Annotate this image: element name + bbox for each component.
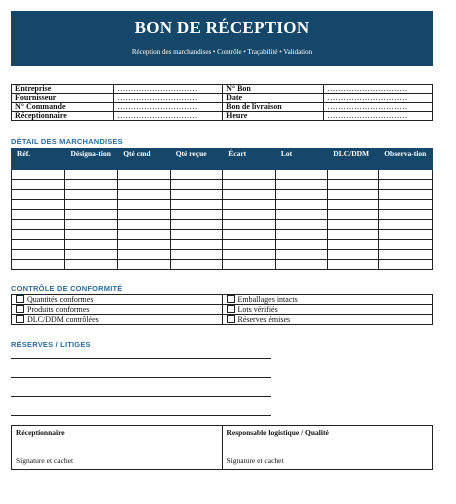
signature-title: Responsable logistique / Qualité: [226, 428, 329, 437]
conformity-item[interactable]: [12, 315, 223, 325]
reserves-section-title: RÉSERVES / LITIGES: [11, 340, 91, 349]
table-cell[interactable]: [65, 250, 118, 260]
info-field[interactable]: …………………………: [114, 85, 223, 94]
conformity-item[interactable]: [222, 295, 433, 305]
table-cell[interactable]: [118, 220, 170, 230]
table-cell[interactable]: [12, 170, 65, 180]
goods-column-header: Qté reçue: [170, 149, 223, 170]
signature-caption: Signature et cachet: [226, 456, 284, 465]
table-row: [12, 170, 433, 180]
signature-row: [12, 426, 433, 470]
table-cell[interactable]: [65, 180, 118, 190]
table-cell[interactable]: [275, 220, 327, 230]
table-cell[interactable]: [328, 230, 379, 240]
table-cell[interactable]: [170, 200, 223, 210]
conformity-row: [12, 305, 433, 315]
table-row: [12, 200, 433, 210]
conformity-table: [11, 294, 433, 325]
table-cell[interactable]: [223, 220, 276, 230]
table-cell[interactable]: [275, 210, 327, 220]
table-cell[interactable]: [379, 220, 433, 230]
conformity-label: Produits conformes: [27, 305, 90, 314]
conformity-label: Emballages intacts: [237, 295, 298, 304]
info-table: [11, 84, 433, 121]
table-cell[interactable]: [328, 220, 379, 230]
conformity-section-title: CONTRÔLE DE CONFORMITÉ: [11, 284, 123, 293]
conformity-item[interactable]: [222, 315, 433, 325]
table-cell[interactable]: [275, 250, 327, 260]
goods-column-header: Lot: [275, 149, 327, 170]
table-cell[interactable]: [275, 260, 327, 270]
table-cell[interactable]: [65, 260, 118, 270]
table-cell[interactable]: [65, 240, 118, 250]
info-label: Heure: [223, 112, 324, 121]
goods-column-header: Désigna-tion: [65, 149, 118, 170]
table-cell[interactable]: [223, 260, 276, 270]
table-cell[interactable]: [65, 220, 118, 230]
goods-column-header: Observa-tion: [379, 149, 433, 170]
table-cell[interactable]: [118, 180, 170, 190]
table-cell[interactable]: [223, 190, 276, 200]
info-row: [12, 112, 433, 121]
document-subtitle: Réception des marchandises • Contrôle • Traçabilité • Validation: [131, 48, 313, 56]
table-cell[interactable]: [118, 260, 170, 270]
table-cell[interactable]: [328, 170, 379, 180]
info-field[interactable]: …………………………: [324, 103, 433, 112]
table-cell[interactable]: [379, 170, 433, 180]
table-cell[interactable]: [223, 230, 276, 240]
table-cell[interactable]: [223, 240, 276, 250]
table-cell[interactable]: [379, 200, 433, 210]
goods-column-header: Écart: [223, 149, 276, 170]
table-cell[interactable]: [328, 210, 379, 220]
table-cell[interactable]: [328, 190, 379, 200]
goods-table: [11, 148, 433, 270]
table-cell[interactable]: [379, 190, 433, 200]
signature-table: [11, 425, 433, 470]
table-cell[interactable]: [65, 190, 118, 200]
table-cell[interactable]: [223, 250, 276, 260]
reserves-writing-line[interactable]: [11, 415, 271, 416]
table-cell[interactable]: [328, 250, 379, 260]
table-cell[interactable]: [223, 200, 276, 210]
table-cell[interactable]: [328, 200, 379, 210]
table-cell[interactable]: [275, 230, 327, 240]
table-cell[interactable]: [170, 190, 223, 200]
table-cell[interactable]: [65, 230, 118, 240]
reserves-writing-line[interactable]: [11, 396, 271, 397]
table-cell[interactable]: [12, 210, 65, 220]
info-field[interactable]: …………………………: [324, 85, 433, 94]
table-cell[interactable]: [65, 200, 118, 210]
checkbox[interactable]: [227, 305, 235, 313]
table-cell[interactable]: [170, 260, 223, 270]
table-cell[interactable]: [328, 240, 379, 250]
goods-table-body: [12, 170, 433, 270]
conformity-label: Quantités conformes: [27, 295, 94, 304]
info-label: Réceptionnaire: [12, 112, 114, 121]
signature-box-manager[interactable]: [222, 426, 433, 470]
checkbox[interactable]: [16, 315, 24, 323]
reserves-writing-line[interactable]: [11, 377, 271, 378]
table-cell[interactable]: [275, 240, 327, 250]
table-cell[interactable]: [223, 170, 276, 180]
table-row: [12, 190, 433, 200]
table-cell[interactable]: [118, 200, 170, 210]
conformity-row: [12, 315, 433, 325]
table-cell[interactable]: [65, 170, 118, 180]
table-cell[interactable]: [223, 180, 276, 190]
table-row: [12, 230, 433, 240]
table-cell[interactable]: [170, 240, 223, 250]
info-field[interactable]: …………………………: [324, 94, 433, 103]
table-cell[interactable]: [170, 170, 223, 180]
table-row: [12, 220, 433, 230]
table-cell[interactable]: [170, 220, 223, 230]
document-title: BON DE RÉCEPTION: [134, 18, 310, 37]
table-cell[interactable]: [275, 200, 327, 210]
info-field[interactable]: …………………………: [114, 103, 223, 112]
signature-caption: Signature et cachet: [16, 456, 74, 465]
info-label: Date: [223, 94, 324, 103]
table-cell[interactable]: [379, 250, 433, 260]
table-cell[interactable]: [275, 180, 327, 190]
table-row: [12, 250, 433, 260]
signature-title: Réceptionnaire: [16, 428, 65, 437]
checkbox[interactable]: [227, 315, 235, 323]
info-label: Bon de livraison: [223, 103, 324, 112]
table-row: [12, 260, 433, 270]
checkbox[interactable]: [227, 295, 235, 303]
table-cell[interactable]: [12, 200, 65, 210]
table-cell[interactable]: [12, 250, 65, 260]
table-cell[interactable]: [118, 170, 170, 180]
goods-header-row: [12, 149, 433, 170]
conformity-label: Réserves émises: [237, 315, 291, 324]
conformity-item[interactable]: [12, 305, 223, 315]
conformity-item[interactable]: [222, 305, 433, 315]
table-cell[interactable]: [12, 180, 65, 190]
goods-column-header: Qté cmd: [118, 149, 170, 170]
table-cell[interactable]: [379, 260, 433, 270]
checkbox[interactable]: [16, 295, 24, 303]
conformity-row: [12, 295, 433, 305]
table-row: [12, 180, 433, 190]
table-cell[interactable]: [223, 210, 276, 220]
table-row: [12, 240, 433, 250]
table-cell[interactable]: [170, 230, 223, 240]
info-field[interactable]: …………………………: [114, 112, 223, 121]
table-cell[interactable]: [379, 210, 433, 220]
info-field[interactable]: …………………………: [114, 94, 223, 103]
table-cell[interactable]: [12, 240, 65, 250]
table-cell[interactable]: [118, 250, 170, 260]
table-cell[interactable]: [12, 260, 65, 270]
table-cell[interactable]: [379, 180, 433, 190]
table-cell[interactable]: [118, 190, 170, 200]
conformity-label: Lots vérifiés: [237, 305, 278, 314]
table-cell[interactable]: [118, 240, 170, 250]
goods-column-header: DLC/DDM: [328, 149, 379, 170]
table-cell[interactable]: [118, 210, 170, 220]
info-label: N° Commande: [12, 103, 114, 112]
table-cell[interactable]: [12, 230, 65, 240]
table-cell[interactable]: [170, 180, 223, 190]
info-label: Entreprise: [12, 85, 114, 94]
table-cell[interactable]: [118, 230, 170, 240]
table-cell[interactable]: [379, 240, 433, 250]
goods-section-title: DÉTAIL DES MARCHANDISES: [11, 137, 123, 146]
table-row: [12, 210, 433, 220]
table-cell[interactable]: [170, 210, 223, 220]
table-cell[interactable]: [12, 190, 65, 200]
conformity-item[interactable]: [12, 295, 223, 305]
table-cell[interactable]: [275, 190, 327, 200]
table-cell[interactable]: [170, 250, 223, 260]
info-label: Fournisseur: [12, 94, 114, 103]
table-cell[interactable]: [328, 180, 379, 190]
info-label: N° Bon: [223, 85, 324, 94]
checkbox[interactable]: [16, 305, 24, 313]
table-cell[interactable]: [12, 220, 65, 230]
signature-box-receiver[interactable]: [12, 426, 223, 470]
reserves-writing-line[interactable]: [11, 358, 271, 359]
table-cell[interactable]: [65, 210, 118, 220]
goods-column-header: Réf.: [12, 149, 65, 170]
table-cell[interactable]: [328, 260, 379, 270]
table-cell[interactable]: [379, 230, 433, 240]
info-field[interactable]: …………………………: [324, 112, 433, 121]
conformity-label: DLC/DDM contrôlées: [27, 315, 99, 324]
header-banner: [11, 11, 433, 66]
table-cell[interactable]: [275, 170, 327, 180]
